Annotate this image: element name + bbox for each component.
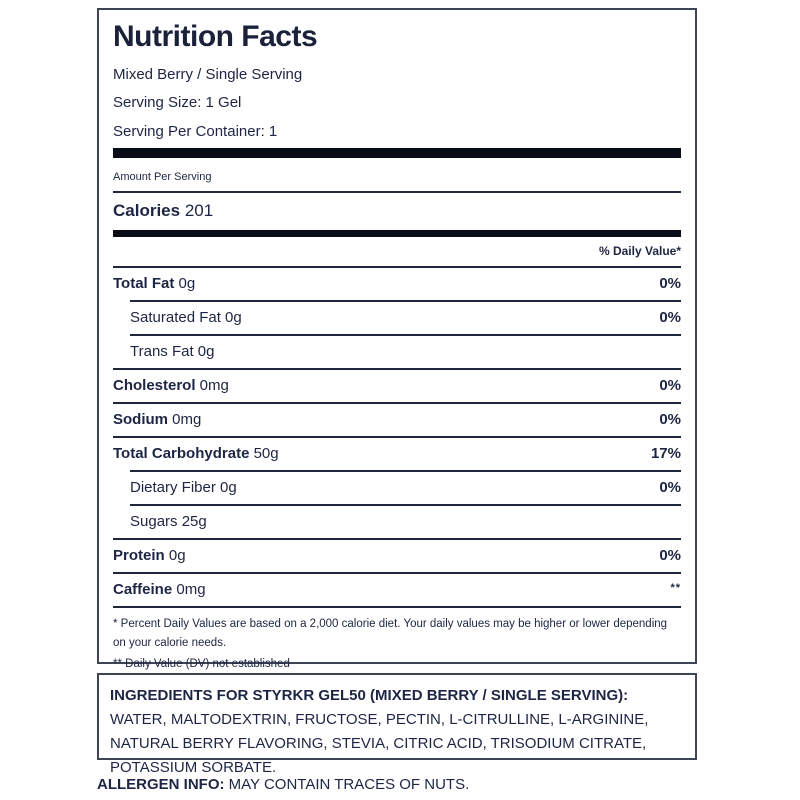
nutrient-name-amount [113,377,229,395]
nutrient-name-amount [113,275,195,293]
nutrient-row [113,506,681,538]
nutrient-rows [113,268,681,608]
nutrient-name-amount [130,479,237,497]
allergen-info [97,777,697,794]
footnote-daily-values: * Percent Daily Values are based on a 2,000 calorie diet. Your daily values may be higher or lower depending on your calorie needs. [113,617,668,649]
nutrient-daily-value: 0% [659,376,681,394]
nutrient-daily-value: 17% [650,444,681,462]
nutrient-daily-value: 0% [659,274,681,292]
nutrient-row [113,574,681,606]
ingredients-heading: INGREDIENTS FOR STYRKR GEL50 (MIXED BERRY / SINGLE SERVING): [110,687,629,704]
nutrient-daily-value: ** [670,581,681,594]
calories-value: 201 [184,200,214,220]
nutrient-name: Protein [113,546,165,564]
nutrient-name: Saturated Fat [130,308,221,326]
nutrient-row [113,268,681,300]
nutrient-name-amount [113,547,186,565]
nutrient-row [113,370,681,402]
nutrient-row [113,336,681,368]
nutrient-name: Cholesterol [113,376,196,394]
nutrient-name: Trans Fat [130,342,194,360]
daily-value-header: % Daily Value* [113,237,681,268]
nutrient-amount: 0g [215,478,237,496]
heavy-divider-top [113,148,681,158]
calories-label: Calories [113,200,181,220]
nutrition-facts-title: Nutrition Facts [113,20,318,53]
serving-size-line: Serving Size: 1 Gel [113,94,242,112]
nutrient-amount: 0g [174,274,196,292]
flavor-serving-line: Mixed Berry / Single Serving [113,65,303,83]
nutrient-row [113,302,681,334]
nutrient-name: Total Carbohydrate [113,444,250,462]
nutrient-name-amount [113,445,279,463]
nutrient-amount: 0g [193,342,215,360]
allergen-heading: ALLERGEN INFO: [97,776,225,793]
nutrient-name-amount [113,581,206,599]
calories-row [113,193,681,230]
servings-per-container-line: Serving Per Container: 1 [113,123,278,141]
nutrient-row [113,472,681,504]
ingredients-list: WATER, MALTODEXTRIN, FRUCTOSE, PECTIN, L-CITRULLINE, L-ARGININE, NATURAL BERRY FLAVORING, STEVIA, CITRIC ACID, TRISODIUM CITRATE, POTASSIUM SORBATE. [110,711,649,776]
nutrient-row [113,438,681,470]
nutrient-daily-value: 0% [659,546,681,564]
nutrient-name: Sugars [130,512,178,530]
nutrient-amount: 0mg [172,580,206,598]
nutrient-amount: 0mg [168,410,202,428]
nutrient-name-amount [130,309,242,327]
nutrient-amount: 50g [249,444,279,462]
nutrient-daily-value: 0% [659,478,681,496]
amount-per-serving-label: Amount Per Serving [113,170,212,183]
nutrient-daily-value: 0% [659,410,681,428]
nutrient-amount: 0mg [195,376,229,394]
footnotes [113,608,681,674]
nutrient-row [113,540,681,572]
nutrient-row [113,404,681,436]
nutrition-facts-panel [97,8,697,670]
nutrient-name-amount [130,513,207,531]
nutrient-name: Dietary Fiber [130,478,216,496]
nutrient-name: Caffeine [113,580,173,598]
nutrient-amount: 0g [164,546,186,564]
nutrient-name-amount [113,411,201,429]
nutrient-name: Sodium [113,410,168,428]
footnote-dv-not-established: ** Daily Value (DV) not established [113,657,290,670]
heavy-divider-calories [113,230,681,237]
nutrient-name: Total Fat [113,274,175,292]
nutrient-name-amount [130,343,215,361]
ingredients-panel [97,673,697,776]
nutrient-amount: 25g [177,512,207,530]
nutrient-daily-value: 0% [659,308,681,326]
nutrient-amount: 0g [220,308,242,326]
allergen-text: MAY CONTAIN TRACES OF NUTS. [224,776,470,793]
